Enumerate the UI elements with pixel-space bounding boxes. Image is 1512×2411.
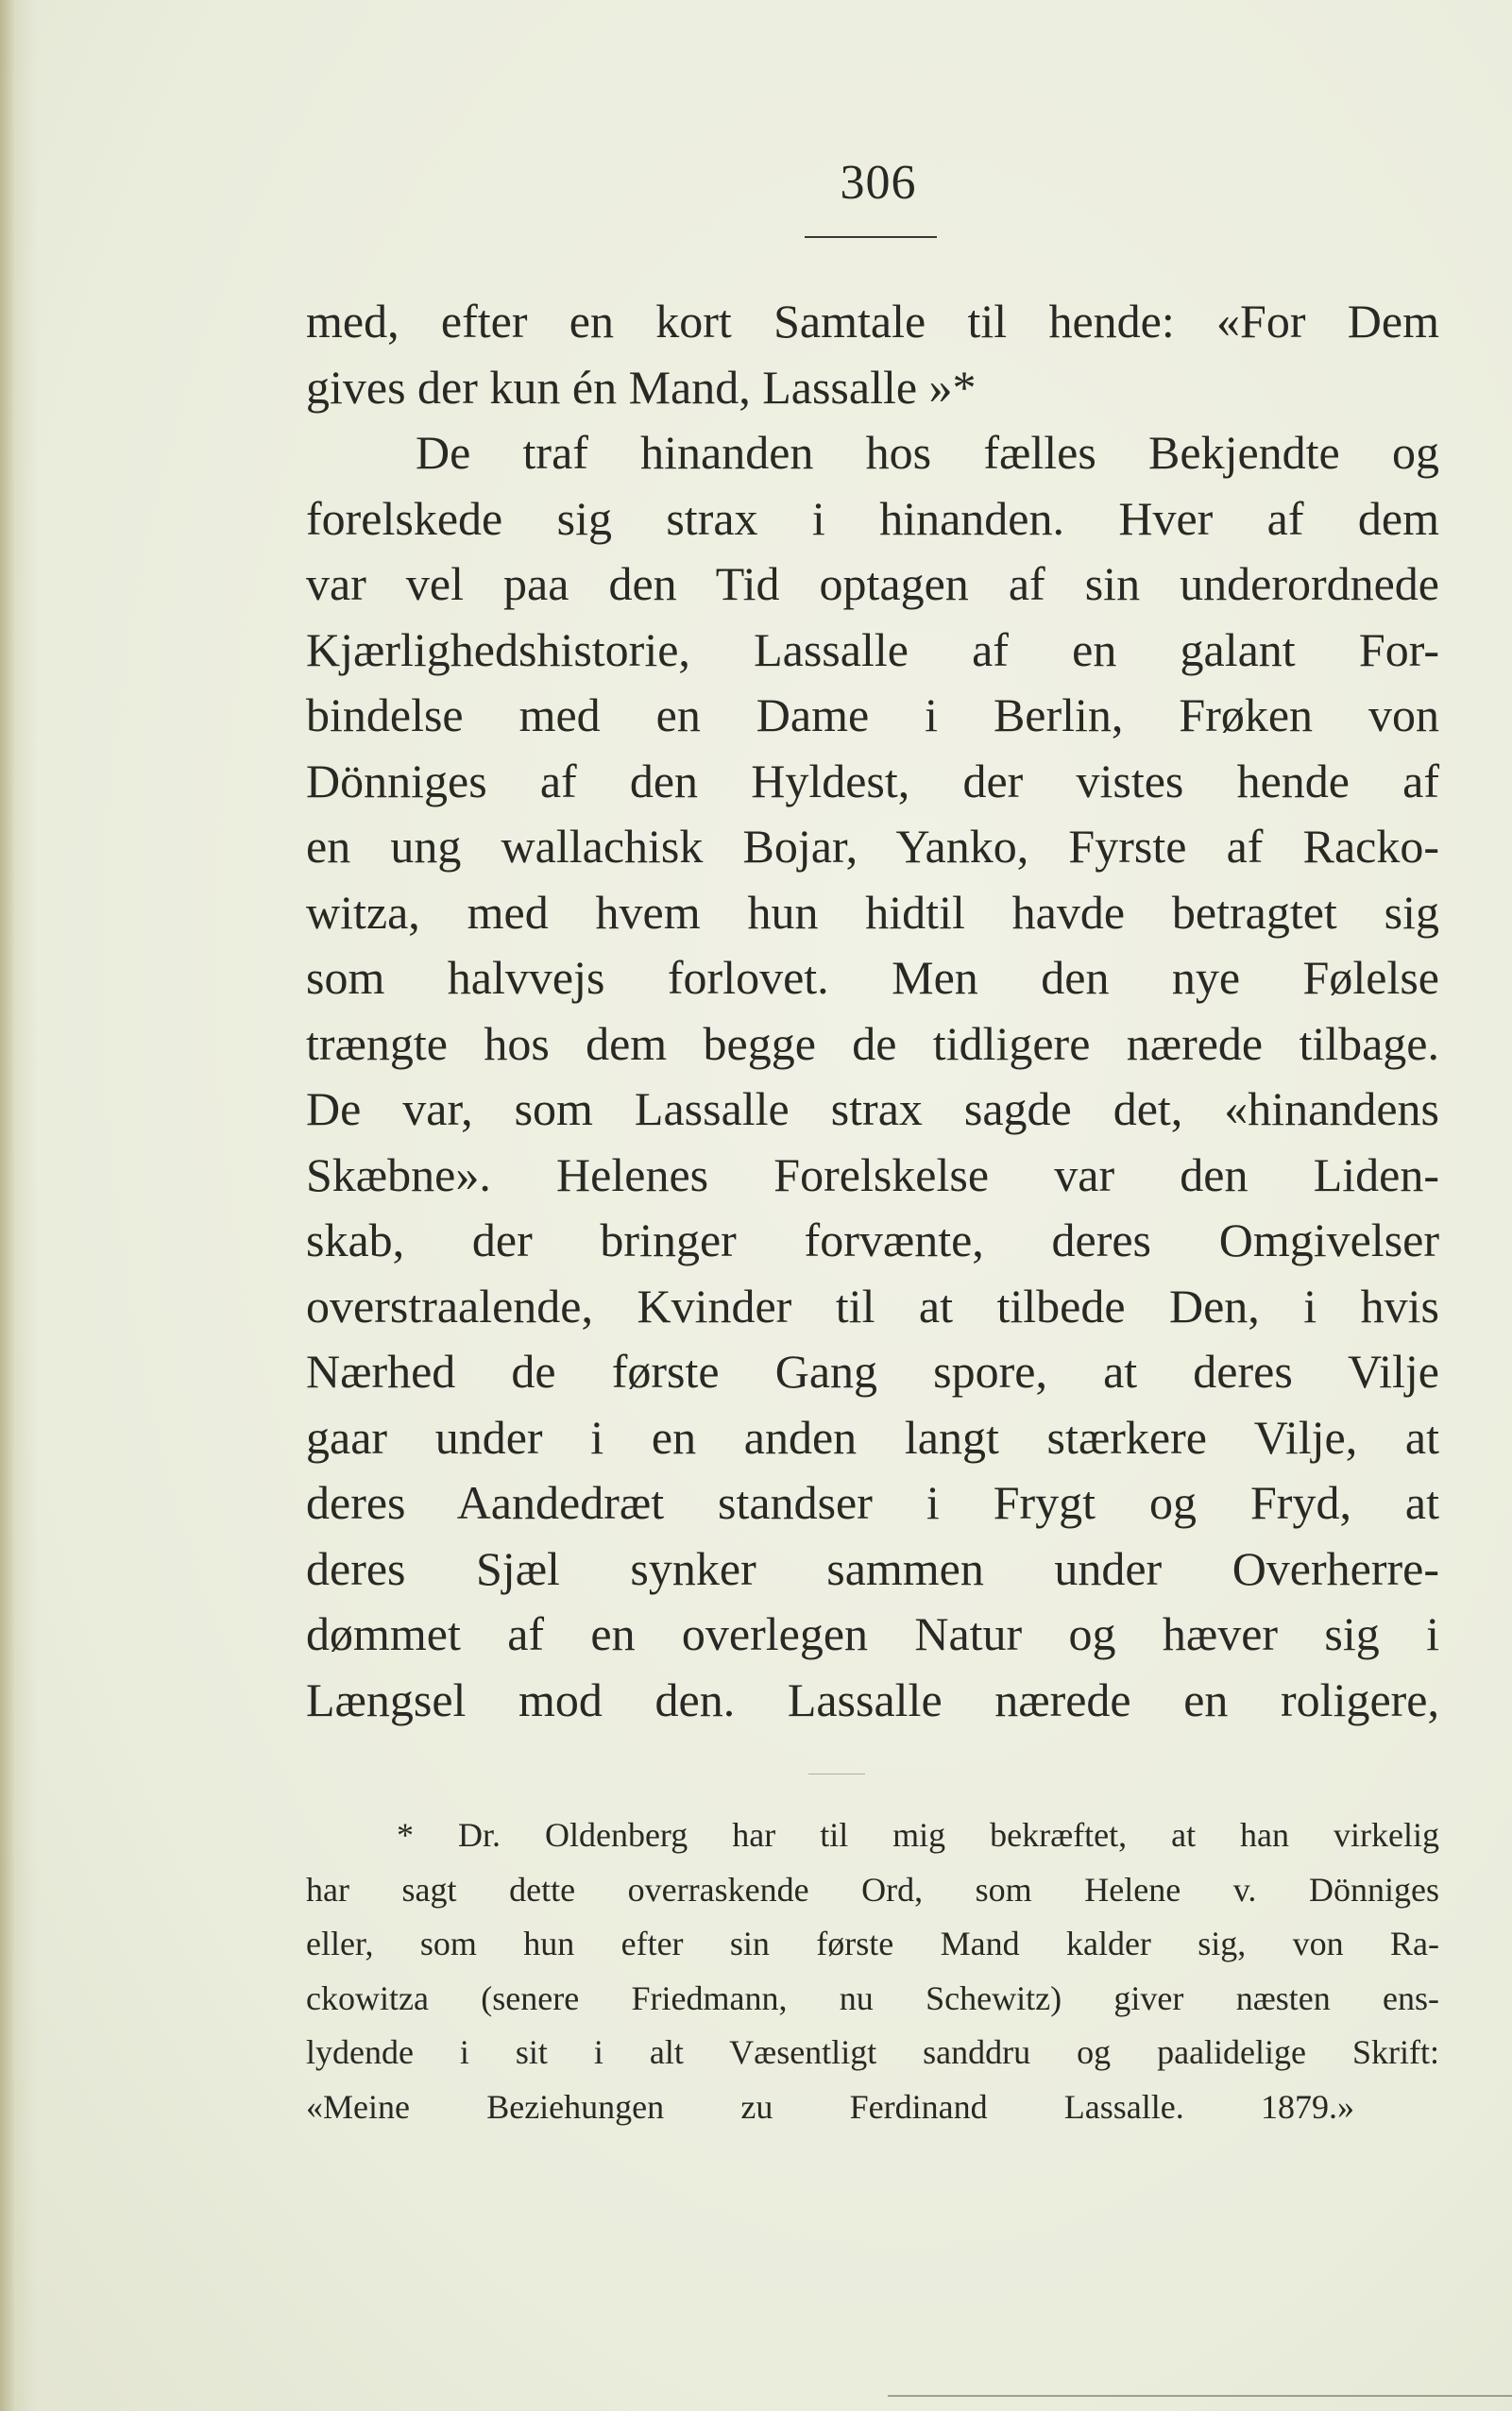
text-line: trængte hos dem begge de tidligere nærede tilbage. — [306, 1016, 1439, 1070]
text-line: Kjærlighedshistorie, Lassalle af en galant For- — [306, 622, 1439, 676]
text-line: dømmet af en overlegen Natur og hæver sig i — [306, 1607, 1439, 1660]
text-line: en ung wallachisk Bojar, Yanko, Fyrste af Racko- — [306, 820, 1439, 873]
text-line: overstraalende, Kvinder til at tilbede Den, i hvis — [306, 1279, 1439, 1333]
body-text — [306, 289, 1439, 1733]
footnote-line: har sagt dette overraskende Ord, som Helene v. Dönniges — [306, 1870, 1439, 1909]
footnote-line: ckowitza (senere Friedmann, nu Schewitz) giver næsten ens- — [306, 1978, 1439, 2017]
text-line: som halvvejs forlovet. Men den nye Følelse — [306, 951, 1439, 1004]
page-edge-shadow — [0, 0, 15, 2411]
text-line: skab, der bringer forvænte, deres Omgivelser — [306, 1214, 1439, 1266]
bottom-edge-rule — [888, 2395, 1512, 2397]
text-line: witza, med hvem hun hidtil havde betragtet sig — [306, 885, 1439, 939]
text-line: Dönniges af den Hyldest, der vistes hende af — [306, 754, 1439, 807]
text-line: Nærhed de første Gang spore, at deres Vilje — [306, 1345, 1439, 1398]
text-line: gaar under i en anden langt stærkere Vilje, at — [306, 1410, 1439, 1464]
text-line: Skæbne». Helenes Forelskelse var den Liden- — [306, 1147, 1439, 1201]
footnote-line: eller, som hun efter sin første Mand kalder sig, von Ra- — [306, 1925, 1439, 1962]
footnote-line: lydende i sit i alt Væsentligt sanddru og paalidelige Skrift: — [306, 2033, 1439, 2071]
text-line: De var, som Lassalle strax sagde det, «hinandens — [306, 1082, 1439, 1135]
footnote-line: «Meine Beziehungen zu Ferdinand Lassalle. 1879.» — [306, 2087, 1354, 2126]
text-line: bindelse med en Dame i Berlin, Frøken von — [306, 688, 1439, 741]
page-number: 306 — [840, 156, 917, 210]
text-line: med, efter en kort Samtale til hende: «For Dem — [306, 295, 1439, 348]
text-line: De traf hinanden hos fælles Bekjendte og — [416, 426, 1439, 479]
text-line: deres Sjæl synker sammen under Overherre- — [306, 1541, 1439, 1595]
text-line: gives der kun én Mand, Lassalle »* — [306, 360, 977, 414]
text-line: Længsel mod den. Lassalle nærede en roligere, — [306, 1672, 1439, 1726]
text-line: deres Aandedræt standser i Frygt og Fryd, at — [306, 1476, 1439, 1529]
footnotes — [306, 1808, 1439, 2134]
page-number-underline — [805, 236, 937, 238]
text-line: var vel paa den Tid optagen af sin underordnede — [306, 557, 1439, 610]
footnote-line: * Dr. Oldenberg har til mig bekræftet, at han virkelig — [397, 1816, 1439, 1854]
text-line: forelskede sig strax i hinanden. Hver af dem — [306, 491, 1439, 545]
